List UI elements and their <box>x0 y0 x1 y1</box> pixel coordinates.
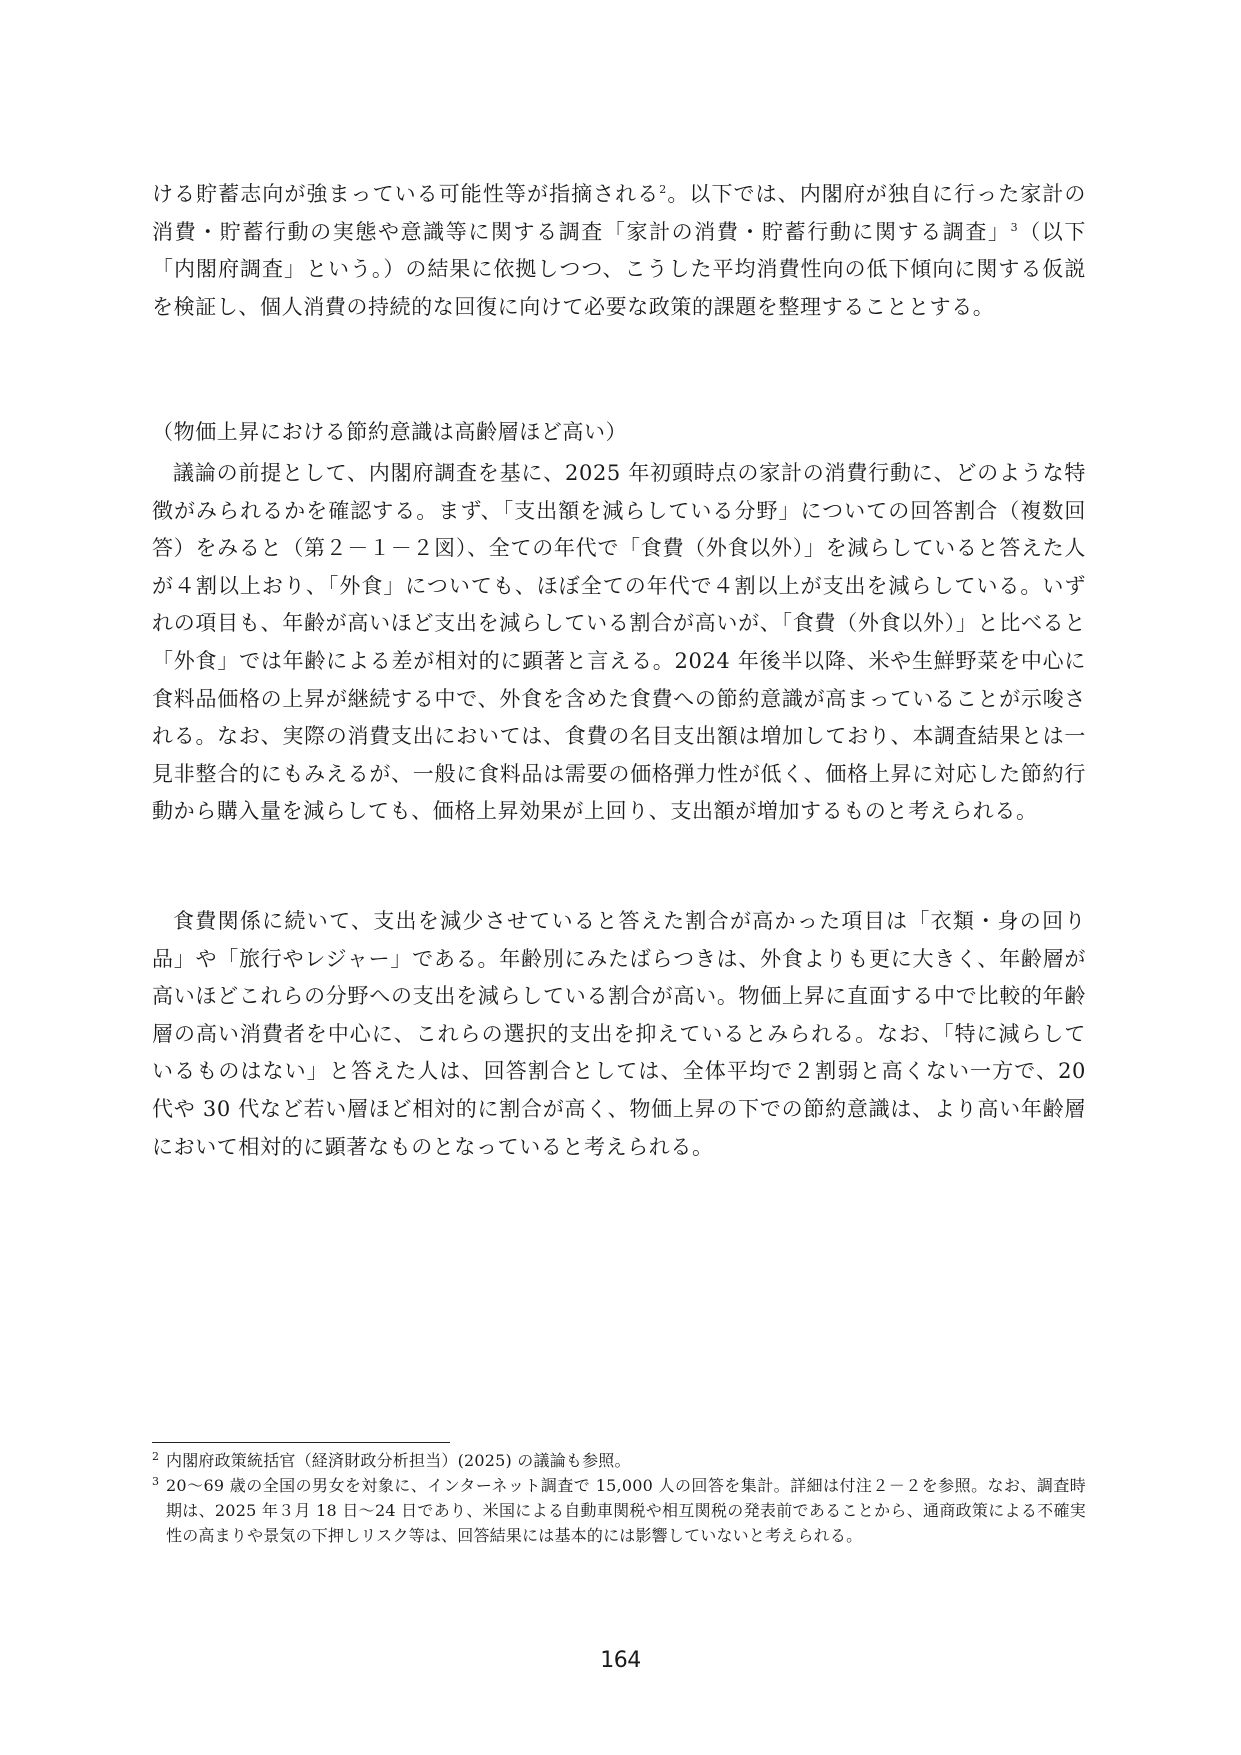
footnote-number: 3 <box>152 1475 160 1488</box>
section-heading: （物価上昇における節約意識は高齢層ほど高い） <box>152 420 628 444</box>
footnote-3 <box>152 1473 1086 1548</box>
footnote-2 <box>152 1448 1086 1473</box>
footnote-text: 内閣府政策統括官（経済財政分析担当）(2025) の議論も参照。 <box>166 1451 631 1470</box>
footnote-divider <box>152 1442 450 1443</box>
intro-paragraph <box>152 176 1086 326</box>
intro-text-part3: （以下「内閣府調査」という。）の結果に依拠しつつ、こうした平均消費性向の低下傾向に関する仮説を検証し、個人消費の持続的な回復に向けて必要な政策的課題を整理することとする。 <box>152 219 1086 319</box>
page-number: 164 <box>600 1648 641 1673</box>
footnotes <box>152 1448 1086 1548</box>
intro-text-part1: ける貯蓄志向が強まっている可能性等が指摘される <box>152 182 660 206</box>
footnote-number: 2 <box>152 1450 160 1463</box>
section-paragraph-2: 食費関係に続いて、支出を減少させていると答えた割合が高かった項目は「衣類・身の回り品」や「旅行やレジャー」である。年齢別にみたばらつきは、外食よりも更に大きく、年齢層が高いほどこれらの分野への支出を減らしている割合が高い。物価上昇に直面する中で比較的年齢層の高い消費者を中心に、これらの選択的支出を抑えているとみられる。なお、「特に減らしているものはない」と答えた人は、回答割合としては、全体平均で２割弱と高くない一方で、20 代や 30 代など若い層ほど相対的に割合が高く、物価上昇の下での節約意識は、より高い年齢層において相対的に顕著なものとなっていると考えられる。 <box>152 909 1086 1159</box>
footnote-text: 20～69 歳の全国の男女を対象に、インターネット調査で 15,000 人の回答を集計。詳細は付注２－２を参照。なお、調査時期は、2025 年３月 18 日～24 日であり、米国による自動車関税や相互関税の発表前であることから、通商政策による不確実性の高まりや景気の下押しリスク等は、回答結果には基本的には影響していないと考えられる。 <box>166 1476 1086 1545</box>
intro-text-part2: 。以下では、内閣府が独自に行った家計の消費・貯蓄行動の実態や意識等に関する調査「家計の消費・貯蓄行動に関する調査」 <box>152 182 1086 244</box>
footnote-ref-2[interactable]: 2 <box>659 183 667 196</box>
footnote-ref-3[interactable]: 3 <box>1010 220 1019 234</box>
section-paragraph-1: 議論の前提として、内閣府調査を基に、2025 年初頭時点の家計の消費行動に、どのような特徴がみられるかを確認する。まず、「支出額を減らしている分野」についての回答割合（複数回答）をみると（第２－１－２図）、全ての年代で「食費（外食以外）」を減らしていると答えた人が４割以上おり、「外食」についても、ほぼ全ての年代で４割以上が支出を減らしている。いずれの項目も、年齢が高いほど支出を減らしている割合が高いが、「食費（外食以外）」と比べると「外食」では年齢による差が相対的に顕著と言える。2024 年後半以降、米や生鮮野菜を中心に食料品価格の上昇が継続する中で、外食を含めた食費への節約意識が高まっていることが示唆される。なお、実際の消費支出においては、食費の名目支出額は増加しており、本調査結果とは一見非整合的にもみえるが、一般に食料品は需要の価格弾力性が低く、価格上昇に対応した節約行動から購入量を減らしても、価格上昇効果が上回り、支出額が増加するものと考えられる。 <box>152 461 1086 824</box>
